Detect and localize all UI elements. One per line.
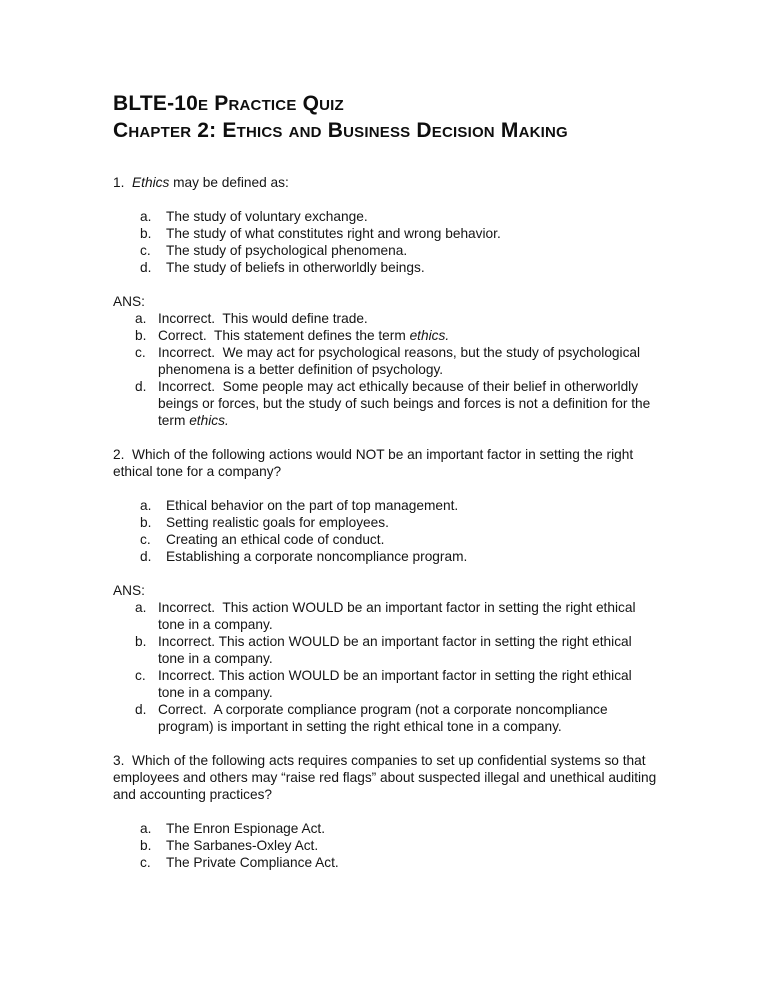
question-3-options — [113, 820, 658, 871]
document-title-line-2: Chapter 2: Ethics and Business Decision Making — [113, 119, 568, 142]
document-title — [113, 90, 658, 144]
italic-term: ethics. — [189, 413, 229, 428]
question-3-option-c — [113, 854, 658, 871]
option-label: b. — [140, 515, 152, 530]
option-text: The study of voluntary exchange. — [166, 209, 368, 224]
answer-text: Incorrect. This action WOULD be an important factor in setting the right ethical tone in a company. — [158, 600, 640, 632]
answer-label: a. — [135, 311, 147, 326]
document-title-line-1: BLTE-10e Practice Quiz — [113, 92, 344, 115]
question-2-answer-block — [113, 582, 658, 735]
answer-text: Incorrect. This would define trade. — [158, 311, 368, 326]
question-3-option-a — [113, 820, 658, 837]
answer-label: c. — [135, 345, 146, 360]
option-text: The Sarbanes-Oxley Act. — [166, 838, 319, 853]
answer-text: Incorrect. This action WOULD be an important factor in setting the right ethical tone in a company. — [158, 668, 636, 700]
question-1-option-a — [113, 208, 658, 225]
question-1-answer-a — [113, 310, 658, 327]
question-2-answer-a — [113, 599, 658, 633]
option-label: b. — [140, 226, 152, 241]
option-label: d. — [140, 260, 152, 275]
question-1-answer-block — [113, 293, 658, 429]
question-2-option-d — [113, 548, 658, 565]
question-1-stem — [113, 174, 658, 191]
option-text: Ethical behavior on the part of top management. — [166, 498, 459, 513]
question-1-answer-d — [113, 378, 658, 429]
question-1-answer-heading: ANS: — [113, 294, 145, 309]
option-text: Creating an ethical code of conduct. — [166, 532, 385, 547]
option-label: a. — [140, 498, 152, 513]
question-1-option-c — [113, 242, 658, 259]
question-3-stem: 3. Which of the following acts requires companies to set up confidential systems so that employees and others may “raise red flags” about suspected illegal and unethical auditing and accounting practices? — [113, 753, 661, 802]
answer-text: Incorrect. This action WOULD be an important factor in setting the right ethical tone in a company. — [158, 634, 636, 666]
question-1-italic-term: Ethics — [132, 175, 170, 190]
question-1-option-d — [113, 259, 658, 276]
question-1-number: 1. — [113, 175, 133, 190]
question-1-answer-c — [113, 344, 658, 378]
option-text: The Enron Espionage Act. — [166, 821, 326, 836]
question-3-option-b — [113, 837, 658, 854]
option-label: a. — [140, 821, 152, 836]
question-1-answer-b — [113, 327, 658, 344]
answer-label: b. — [135, 328, 147, 343]
option-text: The study of beliefs in otherworldly beings. — [166, 260, 425, 275]
option-label: c. — [140, 532, 151, 547]
question-2-option-b — [113, 514, 658, 531]
option-label: b. — [140, 838, 152, 853]
option-label: a. — [140, 209, 152, 224]
question-2-stem: 2. Which of the following actions would NOT be an important factor in setting the right ethical tone for a company? — [113, 447, 637, 479]
answer-text: Incorrect. We may act for psychological reasons, but the study of psychological phenomena is a better definition of psychology. — [158, 345, 644, 377]
document-content — [113, 90, 661, 888]
question-2-option-c — [113, 531, 658, 548]
question-2-answer-d — [113, 701, 658, 735]
question-2-answer-heading: ANS: — [113, 583, 145, 598]
answer-text: Correct. This statement defines the term ethics. — [158, 328, 450, 343]
answer-label: d. — [135, 379, 147, 394]
answer-text: Incorrect. Some people may act ethically because of their belief in otherworldly beings or forces, but the study of such beings and forces is not a definition for the term ethics. — [158, 379, 655, 428]
question-2-answer-b — [113, 633, 658, 667]
answer-label: c. — [135, 668, 146, 683]
question-1-option-b — [113, 225, 658, 242]
option-label: c. — [140, 855, 151, 870]
option-text: The Private Compliance Act. — [166, 855, 339, 870]
option-text: Establishing a corporate noncompliance program. — [166, 549, 468, 564]
answer-label: d. — [135, 702, 147, 717]
question-2-option-a — [113, 497, 658, 514]
option-text: The study of psychological phenomena. — [166, 243, 408, 258]
answer-text: Correct. A corporate compliance program (not a corporate noncompliance program) is important in setting the right ethical tone in a company. — [158, 702, 612, 734]
option-label: d. — [140, 549, 152, 564]
option-text: Setting realistic goals for employees. — [166, 515, 389, 530]
answer-label: a. — [135, 600, 147, 615]
question-1-stem-text: may be defined as: — [169, 175, 289, 190]
option-text: The study of what constitutes right and wrong behavior. — [166, 226, 501, 241]
italic-term: ethics. — [409, 328, 450, 343]
question-2-answer-c — [113, 667, 658, 701]
question-1-options — [113, 208, 658, 276]
question-2-options — [113, 497, 658, 565]
answer-label: b. — [135, 634, 147, 649]
option-label: c. — [140, 243, 151, 258]
